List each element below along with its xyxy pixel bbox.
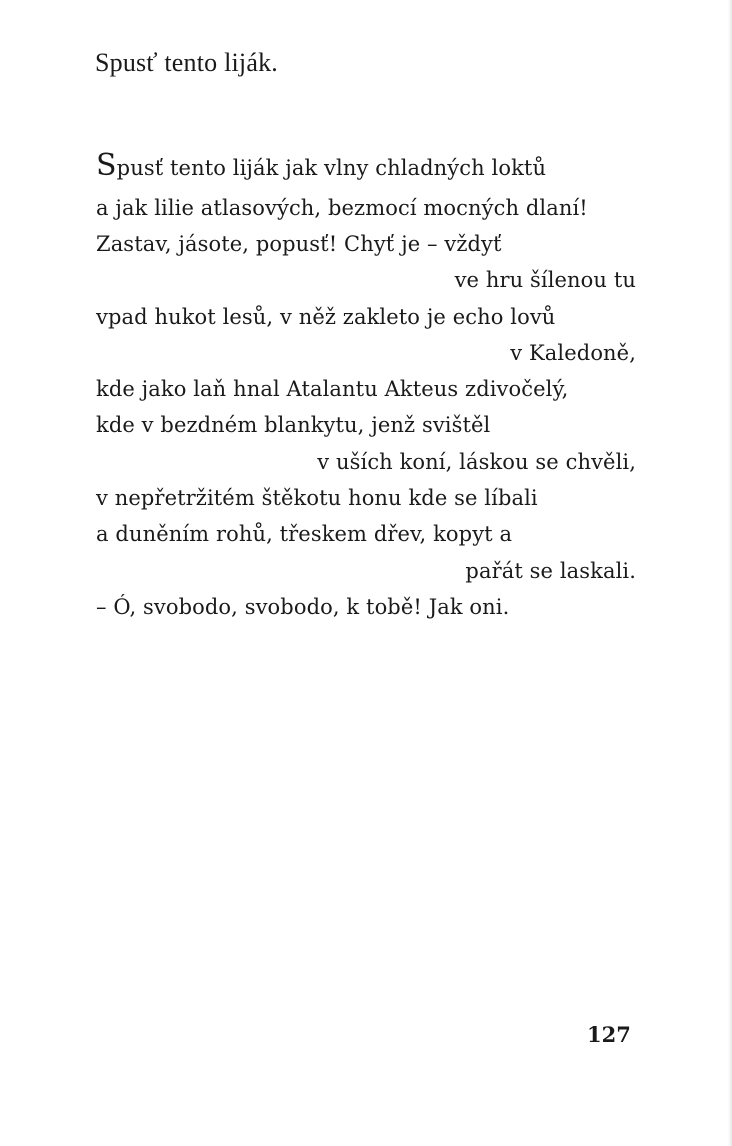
poem-line-11: a duněním rohů, třeskem dřev, kopyt a [96, 522, 513, 546]
poem-line-13: – Ó, svobodo, svobodo, k tobě! Jak oni. [96, 595, 510, 619]
poem-line-9: v uších koní, láskou se chvěli, [317, 450, 636, 474]
page-edge [728, 0, 732, 1146]
poem-line-7: kde jako laň hnal Atalantu Akteus zdivočelý, [96, 377, 569, 401]
poem-line-4: ve hru šílenou tu [454, 268, 636, 292]
poem-line-5: vpad hukot lesů, v něž zakleto je echo lovů [96, 305, 556, 329]
drop-cap: S [96, 148, 117, 183]
poem-line-1 [96, 148, 547, 183]
poem-line-1-text: pusť tento liják jak vlny chladných loktů [116, 156, 547, 180]
poem-line-8: kde v bezdném blankytu, jenž svištěl [96, 413, 491, 437]
page-number: 127 [587, 1022, 631, 1047]
poem-line-10: v nepřetržitém štěkotu honu kde se líbali [96, 486, 538, 510]
poem-line-3: Zastav, jásote, popusť! Chyť je – vždyť [96, 232, 502, 256]
poem-title: Spusť tento liják. [95, 48, 278, 77]
poem-line-2: a jak lilie atlasových, bezmocí mocných dlaní! [96, 196, 588, 220]
poem-line-6: v Kaledoně, [510, 341, 636, 365]
poem-line-12: pařát se laskali. [465, 559, 636, 583]
